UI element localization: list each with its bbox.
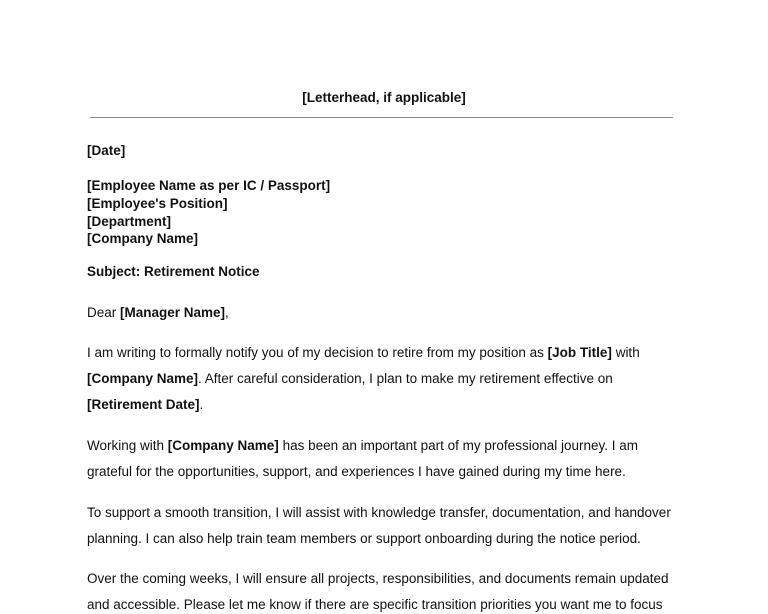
paragraph-line xyxy=(87,433,687,459)
paragraph-retirement-notice xyxy=(87,340,687,418)
subject-line: Subject: Retirement Notice xyxy=(87,264,260,279)
recipient-department: [Department] xyxy=(87,213,172,229)
retirement-date: [Retirement Date] xyxy=(87,397,200,412)
paragraph-line: planning. I can also help train team members or support onboarding during the notice period. xyxy=(87,531,641,546)
paragraph-line: To support a smooth transition, I will assist with knowledge transfer, documentation, and handover xyxy=(87,505,671,520)
recipient-address xyxy=(87,177,687,248)
job-title: [Job Title] xyxy=(547,345,612,360)
paragraph-text: with xyxy=(611,345,640,360)
greeting-prefix: Dear xyxy=(87,305,121,320)
paragraph-text: . After careful consideration, I plan to make my retirement effective on xyxy=(198,371,613,386)
paragraph-line: grateful for the opportunities, support, and experiences I have gained during my time here. xyxy=(87,464,626,479)
recipient-name: [Employee Name as per IC / Passport] xyxy=(87,178,331,193)
paragraph-handover xyxy=(87,566,687,614)
recipient-position: [Employee's Position] xyxy=(87,195,228,211)
letterhead-divider xyxy=(90,117,673,118)
paragraph-line xyxy=(87,340,687,366)
paragraph-text: has been an important part of my professional journey. I am xyxy=(278,438,638,453)
paragraph-transition xyxy=(87,500,687,552)
greeting xyxy=(87,304,687,322)
greeting-suffix: , xyxy=(225,305,229,320)
company-name: [Company Name] xyxy=(167,438,279,453)
paragraph-text: I am writing to formally notify you of my decision to retire from my position as xyxy=(87,345,548,360)
paragraph-line: Over the coming weeks, I will ensure all projects, responsibilities, and documents remain updated xyxy=(87,571,669,586)
manager-name: [Manager Name] xyxy=(120,305,226,320)
paragraph-line xyxy=(87,366,687,392)
paragraph-gratitude xyxy=(87,433,687,485)
letterhead: [Letterhead, if applicable] xyxy=(302,90,466,105)
recipient-company: [Company Name] xyxy=(87,231,199,247)
paragraph-line xyxy=(87,392,687,418)
date-field: [Date] xyxy=(87,143,126,158)
paragraph-text: . xyxy=(199,397,204,412)
paragraph-line: and accessible. Please let me know if there are specific transition priorities you want me to focus xyxy=(87,597,663,612)
paragraph-text: Working with xyxy=(87,438,168,453)
company-name: [Company Name] xyxy=(87,371,199,386)
